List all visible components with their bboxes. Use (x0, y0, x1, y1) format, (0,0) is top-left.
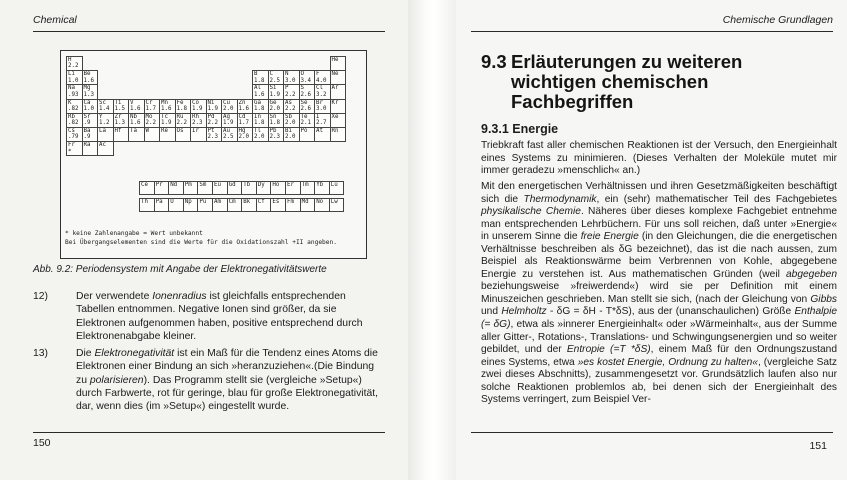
element-cell-w (144, 127, 161, 142)
list-item-text: Der verwendete Ionenradius ist gleichfalls entsprechenden Tabellen entnommen. Negative Ionen sind größer, da sie Elektronen aufgenommen haben, positive entsprechend durch Elektronenabgabe kleiner. (76, 291, 363, 342)
element-cell-sm (197, 181, 213, 195)
element-cell-ge (268, 99, 285, 114)
element-symbol: Nb (130, 113, 137, 120)
element-symbol: In (254, 113, 261, 120)
element-cell-v (128, 99, 145, 114)
element-symbol: Es (272, 199, 280, 205)
electronegativity-value: 1.5 (114, 106, 125, 112)
element-cell-ti (113, 99, 130, 114)
left-page-number: 150 (33, 437, 51, 449)
element-symbol: Ba (83, 128, 91, 134)
electronegativity-value: 2.0 (254, 134, 265, 141)
element-cell-tb (241, 181, 257, 195)
element-symbol: Ra (83, 142, 91, 149)
electronegativity-value: 1.0 (68, 77, 79, 84)
element-symbol: Ho (272, 182, 280, 188)
element-symbol: Gd (228, 182, 236, 188)
section-title: Erläuterungen zu weiteren wichtigen chemischen Fachbegriffen (511, 51, 743, 112)
element-symbol: Ga (254, 99, 261, 106)
element-cell-o (299, 70, 316, 85)
element-symbol: Bk (243, 199, 251, 205)
electronegativity-value: 2.2 (285, 106, 296, 112)
element-cell-fe (175, 99, 192, 114)
electronegativity-value: 1.3 (114, 120, 125, 127)
element-symbol: H (68, 57, 72, 63)
element-cell-pb (268, 127, 285, 142)
element-cell-no (314, 198, 330, 212)
element-symbol: Tb (243, 182, 251, 188)
electronegativity-value: 2.6 (300, 91, 311, 98)
element-cell-dy (256, 181, 272, 195)
element-cell-rn (330, 127, 347, 142)
element-cell-be (82, 70, 99, 85)
element-cell-br (314, 99, 331, 114)
electronegativity-value: .93 (68, 91, 79, 98)
element-cell-ne (330, 70, 347, 85)
electronegativity-value: 2.3 (192, 120, 203, 127)
element-symbol: Lw (330, 199, 338, 205)
element-symbol: Fm (287, 199, 294, 205)
element-cell-ce (139, 181, 155, 195)
element-cell-ta (128, 127, 145, 142)
element-cell-os (175, 127, 192, 142)
element-symbol: K (68, 99, 72, 106)
element-symbol: Ar (331, 85, 339, 92)
element-cell-gd (227, 181, 243, 195)
element-cell-he (330, 56, 347, 71)
element-cell-th (139, 198, 155, 212)
element-symbol: Sr (83, 113, 91, 120)
element-cell-mo (144, 113, 161, 128)
electronegativity-value: 2.5 (269, 77, 280, 84)
element-cell-pm (183, 181, 199, 195)
electronegativity-value: 1.6 (130, 120, 141, 127)
element-symbol: He (331, 57, 339, 63)
figure-legend-line1: * keine Zahlenangabe = Wert unbekannt (65, 230, 203, 237)
element-cell-cs (66, 127, 83, 142)
element-symbol: Be (83, 71, 91, 78)
element-cell-co (190, 99, 207, 114)
element-symbol: La (99, 128, 106, 134)
electronegativity-value: 2.0 (285, 134, 296, 141)
element-symbol: Ir (192, 128, 199, 134)
element-symbol: Pd (207, 113, 215, 120)
element-symbol: Zr (114, 113, 122, 120)
element-cell-sn (268, 113, 285, 128)
element-symbol: Ni (207, 99, 215, 106)
element-symbol: As (285, 99, 292, 106)
element-symbol: Sc (99, 99, 106, 106)
electronegativity-value: 1.6 (254, 91, 265, 98)
element-cell-yb (314, 181, 330, 195)
element-symbol: Tc (161, 113, 168, 120)
electronegativity-value: .9 (83, 134, 91, 141)
figure-legend-line2: Bei Übergangselementen sind die Werte für die Oxidationszahl +II angeben. (65, 239, 337, 246)
element-symbol: B (254, 71, 258, 78)
element-cell-tm (300, 181, 316, 195)
element-symbol: Yb (316, 182, 324, 188)
element-symbol: Po (300, 128, 308, 134)
element-cell-cf (256, 198, 272, 212)
element-symbol: Pt (207, 128, 215, 134)
element-symbol: Th (141, 199, 148, 205)
electronegativity-value: 2.2 (145, 120, 156, 127)
electronegativity-value: .82 (68, 120, 79, 127)
element-cell-au (221, 127, 238, 142)
element-symbol: Tm (301, 182, 309, 188)
element-symbol: Ru (176, 113, 184, 120)
element-symbol: At (316, 128, 323, 134)
element-symbol: Cm (228, 199, 236, 205)
element-cell-as (283, 99, 300, 114)
list-item-12 (33, 290, 385, 350)
electronegativity-value: 2.0 (223, 106, 234, 112)
electronegativity-value: 1.4 (99, 106, 110, 112)
element-symbol: U (170, 199, 174, 205)
electronegativity-value: 2.2 (285, 91, 296, 98)
element-cell-es (270, 198, 286, 212)
element-cell-lu (329, 181, 345, 195)
element-cell-ir (190, 127, 207, 142)
element-symbol: Bi (285, 128, 292, 134)
list-item-13 (33, 347, 385, 417)
electronegativity-value: 1.3 (83, 91, 94, 98)
element-symbol: Fe (176, 99, 184, 106)
element-symbol: N (285, 71, 289, 78)
element-symbol: Xe (331, 113, 339, 120)
figure-caption: Abb. 9.2: Periodensystem mit Angabe der Elektronegativitätswerte (33, 264, 327, 275)
electronegativity-value: * (68, 148, 72, 155)
electronegativity-value: 2.2 (176, 120, 187, 127)
element-symbol: Lu (330, 182, 338, 188)
right-page (456, 0, 847, 480)
element-cell-ru (175, 113, 192, 128)
element-cell-at (314, 127, 331, 142)
electronegativity-value: 2.0 (285, 120, 296, 127)
right-head-rule (471, 31, 833, 32)
electronegativity-value: 3.0 (316, 106, 327, 112)
element-cell-ho (270, 181, 286, 195)
element-symbol: Ge (269, 99, 277, 106)
electronegativity-value: 1.9 (192, 106, 203, 112)
element-cell-sb (283, 113, 300, 128)
electronegativity-value: 2.3 (269, 134, 280, 141)
element-symbol: Nd (170, 182, 178, 188)
element-cell-s (299, 84, 316, 99)
element-cell-f (314, 70, 331, 85)
element-cell-si (268, 84, 285, 99)
electronegativity-value: 1.9 (207, 106, 218, 112)
element-cell-eu (212, 181, 228, 195)
element-symbol: Cr (145, 99, 153, 106)
element-cell-h (66, 56, 83, 71)
element-cell-pu (197, 198, 213, 212)
element-cell-cl (314, 84, 331, 99)
element-symbol: Mn (161, 99, 168, 106)
element-cell-bi (283, 127, 300, 142)
element-cell-b (252, 70, 269, 85)
element-cell-rb (66, 113, 83, 128)
element-cell-tc (159, 113, 176, 128)
element-cell-mn (159, 99, 176, 114)
electronegativity-value: 1.8 (176, 106, 187, 112)
element-cell-na (66, 84, 83, 99)
element-symbol: Tl (254, 128, 261, 134)
element-cell-nb (128, 113, 145, 128)
electronegativity-value: 3.4 (300, 77, 311, 84)
list-item-number: 12) (33, 291, 49, 302)
electronegativity-value: 1.7 (238, 120, 249, 127)
element-cell-p (283, 84, 300, 99)
element-symbol: Md (301, 199, 309, 205)
electronegativity-value: 1.8 (254, 106, 265, 112)
element-cell-u (168, 198, 184, 212)
element-cell-li (66, 70, 83, 85)
element-symbol: Hf (114, 128, 122, 134)
element-symbol: Eu (214, 182, 221, 188)
subsection-heading: 9.3.1 Energie (481, 122, 559, 136)
element-symbol: Sm (199, 182, 207, 188)
element-cell-bk (241, 198, 257, 212)
element-symbol: O (300, 71, 304, 78)
element-cell-ra (82, 141, 99, 156)
element-symbol: C (269, 71, 273, 78)
electronegativity-value: 2.0 (238, 134, 249, 141)
paragraph-thermodynamics: Mit den energetischen Verhältnissen und ihren Gesetzmäßigkeiten beschäftigt sich die Thermodynamik, ein (sehr) mathematischer Teil des Fachgebietes physikalische Chemie. Näheres über dieses komplexe Fachgebiet entnehme man entsprechenden Lehrbüchern. Für uns soll reichen, daß unter »Energie« in unserem Sinne die freie Energie (in den Gleichungen, die die energetischen Verhältnisse beschreiben als δG bezeichnet), das ist die nach aussen, zum Beispiel als Reaktionswärme beim Verbrennen von Kohle, abgegebene Energie zu verstehen ist. Aus mathematischen Gründen (weil abgegeben beziehungsweise »freiwerdend«) wird sie per Definition mit einem Minuszeichen geschrieben. Man stellt sie sich, (nach der Gleichung von Gibbs und Helmholtz - δG = δH - T*δS), aus der (unanschaulichen) Größe Enthalpie (= δG), etwa als »innerer Energieinhalt« oder »Wärmeinhalt«, aus der Summe aller Gitter-, Rotations-, Translations- und Schwingungsenergien und so weiter gebildet, und der Entropie (=T *δS), einem Maß für den Ordnungszustand eines Systems, etwa »es kostet Energie, Ordnung zu halten«, (vergleiche Satz zwei dieses Abschnitts), zusammengesetzt vor. Grundsätzlich laufen also nur solche Reaktionen problemlos ab, bei denen sich der Energieinhalt des Systems verringert, zum Beispiel Ver- (481, 181, 837, 406)
element-cell-xe (330, 113, 347, 128)
element-cell-ar (330, 84, 347, 99)
element-symbol: Si (269, 85, 277, 92)
electronegativity-value: 2.6 (300, 106, 311, 112)
element-cell-pt (206, 127, 223, 142)
book-gutter (408, 0, 456, 480)
electronegativity-value: 2.5 (223, 134, 234, 141)
element-symbol: Hg (238, 128, 246, 134)
element-cell-hg (237, 127, 254, 142)
element-cell-zr (113, 113, 130, 128)
element-cell-cd (237, 113, 254, 128)
element-cell-pd (206, 113, 223, 128)
element-symbol: Ti (114, 99, 122, 106)
element-symbol: Cd (238, 113, 246, 120)
element-cell-y (97, 113, 114, 128)
right-page-number: 151 (809, 440, 827, 452)
section-number: 9.3 (481, 51, 507, 72)
element-symbol: Y (99, 113, 103, 120)
element-cell-in (252, 113, 269, 128)
element-symbol: Np (184, 199, 192, 205)
element-cell-er (285, 181, 301, 195)
element-cell-np (183, 198, 199, 212)
element-symbol: Kr (331, 99, 339, 106)
electronegativity-value: 3.2 (316, 91, 327, 98)
electronegativity-value: 1.6 (130, 106, 141, 112)
element-cell-re (159, 127, 176, 142)
element-symbol: No (316, 199, 324, 205)
left-page (0, 0, 414, 480)
element-cell-pa (154, 198, 170, 212)
element-cell-mg (82, 84, 99, 99)
element-cell-sr (82, 113, 99, 128)
element-symbol: Ce (141, 182, 148, 188)
right-foot-rule (471, 432, 833, 433)
element-cell-ga (252, 99, 269, 114)
electronegativity-value: .79 (68, 134, 79, 141)
element-cell-ac (97, 141, 114, 156)
element-symbol: Au (223, 128, 230, 134)
element-symbol: Am (214, 199, 221, 205)
element-cell-ni (206, 99, 223, 114)
electronegativity-value: .9 (83, 120, 91, 127)
element-cell-fm (285, 198, 301, 212)
element-symbol: Pr (155, 182, 163, 188)
electronegativity-value: 2.7 (316, 120, 327, 127)
element-cell-zn (237, 99, 254, 114)
element-cell-nd (168, 181, 184, 195)
element-symbol: Re (161, 128, 168, 134)
element-symbol: Mg (83, 85, 91, 92)
element-cell-cu (221, 99, 238, 114)
electronegativity-value: 1.6 (83, 77, 94, 84)
element-symbol: Rn (331, 128, 339, 134)
element-cell-cr (144, 99, 161, 114)
electronegativity-value: 3.0 (285, 77, 296, 84)
element-symbol: Ac (99, 142, 106, 149)
element-symbol: Cf (257, 199, 265, 205)
element-cell-hf (113, 127, 130, 142)
list-item-text: Die Elektronegativität ist ein Maß für die Tendenz eines Atoms die Elektronen einer Bindung an sich »heranzuziehen«.(Die Bindung zu polarisieren). Das Programm stellt sie (vergleiche »Setup«) durch Farbwerte, rot für geringe, blau für große Elektronegativität, dar, wenn dies (im »Setup«) eingestellt wurde. (76, 348, 379, 413)
element-cell-al (252, 84, 269, 99)
list-item-number: 13) (33, 348, 49, 359)
electronegativity-value: 4.0 (316, 77, 327, 84)
element-symbol: Cl (316, 85, 323, 92)
element-symbol: Er (287, 182, 294, 188)
element-cell-c (268, 70, 285, 85)
element-symbol: Sb (285, 113, 292, 120)
element-symbol: Cs (68, 128, 75, 134)
electronegativity-value: 1.7 (145, 106, 156, 112)
electronegativity-value: 1.9 (269, 91, 280, 98)
element-symbol: Zn (238, 99, 246, 106)
element-cell-te (299, 113, 316, 128)
element-cell-sc (97, 99, 114, 114)
element-symbol: Co (192, 99, 199, 106)
electronegativity-value: 1.8 (254, 77, 265, 84)
element-symbol: Ne (331, 71, 339, 78)
electronegativity-value: 1.9 (161, 120, 172, 127)
electronegativity-value: .82 (68, 106, 79, 112)
element-symbol: P (285, 85, 289, 92)
electronegativity-value: 1.8 (269, 120, 280, 127)
element-symbol: Cu (223, 99, 230, 106)
element-cell-ca (82, 99, 99, 114)
element-symbol: Ta (130, 128, 137, 134)
element-cell-se (299, 99, 316, 114)
element-symbol: Os (176, 128, 184, 134)
element-symbol: Na (68, 85, 75, 92)
element-cell-k (66, 99, 83, 114)
element-symbol: F (316, 71, 320, 78)
element-symbol: Li (68, 71, 75, 78)
element-cell-fr (66, 141, 83, 156)
electronegativity-value: 1.8 (254, 120, 265, 127)
electronegativity-value: 1.9 (223, 120, 234, 127)
element-symbol: Sn (269, 113, 277, 120)
element-symbol: V (130, 99, 134, 106)
element-symbol: Al (254, 85, 261, 92)
electronegativity-value: 1.2 (99, 120, 110, 127)
element-cell-i (314, 113, 331, 128)
left-head-rule (33, 31, 385, 32)
element-cell-ba (82, 127, 99, 142)
element-symbol: Br (316, 99, 323, 106)
element-symbol: I (316, 113, 320, 120)
element-symbol: Pa (155, 199, 163, 205)
element-symbol: Fr (68, 142, 75, 149)
element-symbol: Te (300, 113, 308, 120)
electronegativity-value: 2.3 (207, 134, 218, 141)
element-symbol: Se (300, 99, 308, 106)
electronegativity-value: 1.6 (161, 106, 172, 112)
element-symbol: Mo (145, 113, 153, 120)
electronegativity-value: 1.0 (83, 106, 94, 112)
periodic-table-figure (60, 50, 367, 259)
element-symbol: Dy (257, 182, 265, 188)
element-symbol: Pb (269, 128, 277, 134)
electronegativity-value: 2.2 (207, 120, 218, 127)
electronegativity-value: 2.0 (269, 106, 280, 112)
electronegativity-value: 2.1 (300, 120, 311, 127)
element-symbol: Pu (199, 199, 207, 205)
element-symbol: Rh (192, 113, 199, 120)
element-symbol: Rb (68, 113, 75, 120)
element-cell-po (299, 127, 316, 142)
element-cell-kr (330, 99, 347, 114)
element-cell-pr (154, 181, 170, 195)
electronegativity-value: 2.2 (68, 63, 79, 70)
right-running-head: Chemische Grundlagen (722, 14, 833, 26)
paragraph-intro: Triebkraft fast aller chemischen Reaktionen ist der Versuch, den Energieinhalt eines Systems zu minimieren. (Dieses Verhalten der Moleküle mutet mir immer geradezu »menschlich« an.) (481, 140, 837, 177)
element-cell-tl (252, 127, 269, 142)
element-cell-ag (221, 113, 238, 128)
left-running-head: Chemical (33, 14, 77, 26)
element-symbol: Pm (184, 182, 192, 188)
element-symbol: W (145, 128, 149, 134)
element-symbol: Ag (223, 113, 230, 120)
element-cell-am (212, 198, 228, 212)
element-cell-cm (227, 198, 243, 212)
electronegativity-value: 1.6 (238, 106, 249, 112)
element-cell-md (300, 198, 316, 212)
element-cell-lw (329, 198, 345, 212)
element-symbol: Ca (83, 99, 91, 106)
element-cell-n (283, 70, 300, 85)
element-cell-la (97, 127, 114, 142)
element-cell-rh (190, 113, 207, 128)
left-foot-rule (33, 432, 385, 433)
element-symbol: S (300, 85, 304, 92)
